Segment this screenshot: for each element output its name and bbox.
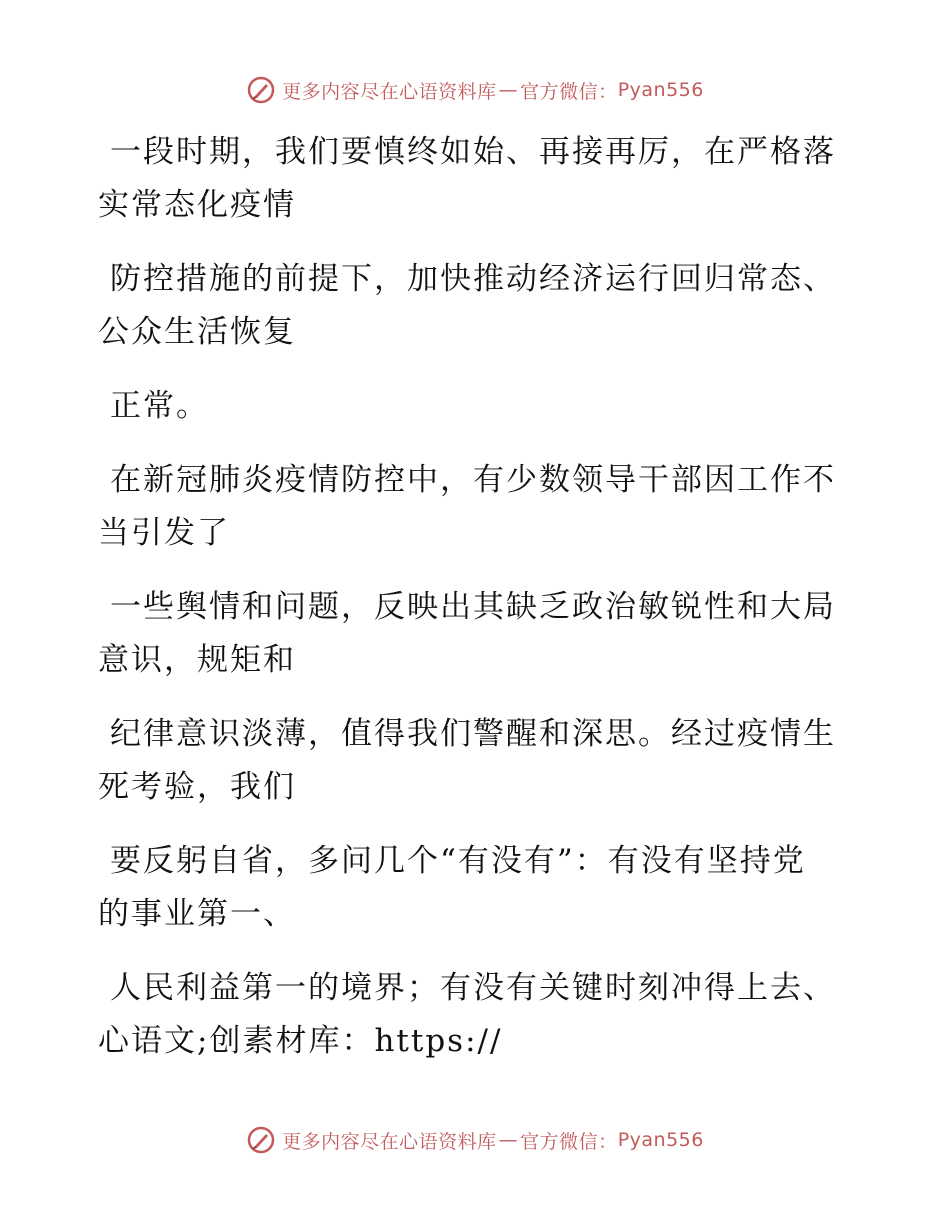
paragraph: 一些舆情和问题，反映出其缺乏政治敏锐性和大局意识，规矩和 [98, 589, 836, 678]
watermark-account: Pyan556 [617, 1129, 704, 1151]
paragraph: 要反躬自省，多问几个“有没有”：有没有坚持党的事业第一、 [98, 843, 806, 932]
pen-logo-icon [246, 1125, 276, 1155]
watermark-official-label: 官方微信： [520, 80, 618, 103]
watermark-account: Pyan556 [617, 79, 704, 101]
paragraph: 一段时期，我们要慎终如始、再接再厉，在严格落实常态化疫情 [98, 134, 836, 223]
paragraph: 正常。 [110, 388, 209, 424]
header-watermark [0, 70, 950, 110]
paragraph: 人民利益第一的境界；有没有关键时刻冲得上去、心语文;创素材库：https:// [98, 970, 836, 1059]
watermark-separator: — [498, 79, 519, 101]
watermark-text: 更多内容尽在心语资料库 [282, 1130, 497, 1153]
paragraph: 在新冠肺炎疫情防控中，有少数领导干部因工作不当引发了 [98, 462, 836, 551]
watermark-text: 更多内容尽在心语资料库 [282, 80, 497, 103]
pen-logo-icon [246, 75, 276, 105]
paragraph: 纪律意识淡薄，值得我们警醒和深思。经过疫情生死考验，我们 [98, 716, 836, 805]
paragraph: 防控措施的前提下，加快推动经济运行回归常态、公众生活恢复 [98, 261, 836, 350]
document-body [98, 126, 838, 1089]
watermark-official-label: 官方微信： [520, 1130, 618, 1153]
footer-watermark [0, 1120, 950, 1160]
watermark-separator: — [498, 1129, 519, 1151]
